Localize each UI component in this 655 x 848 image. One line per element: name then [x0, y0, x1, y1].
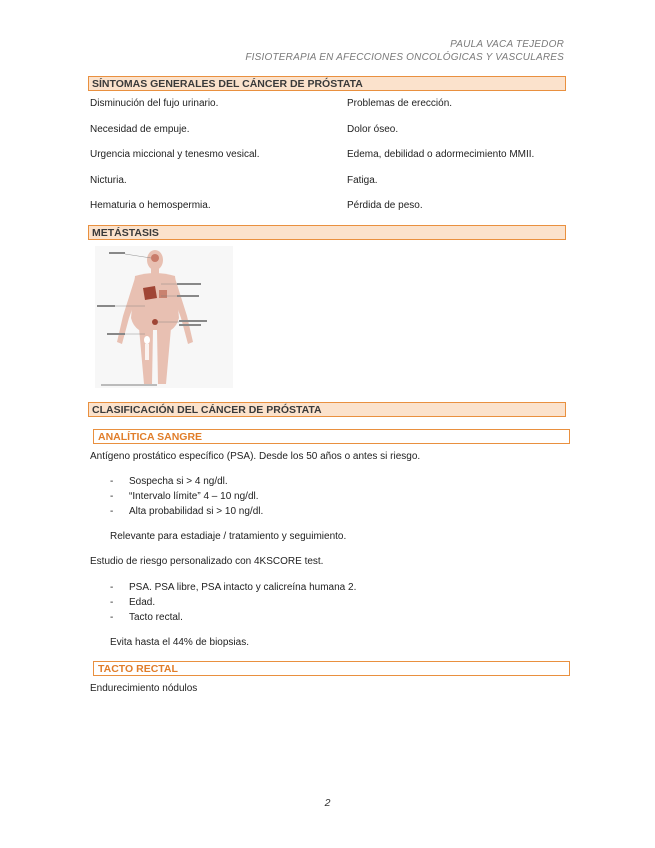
psa-note: Relevante para estadiaje / tratamiento y seguimiento. — [110, 531, 347, 542]
page-header — [245, 38, 564, 64]
classification-section-title: CLASIFICACIÓN DEL CÁNCER DE PRÓSTATA — [88, 402, 566, 417]
study-item-2: Edad. — [129, 597, 156, 608]
study-note: Evita hasta el 44% de biopsias. — [110, 637, 249, 648]
blood-analysis-subtitle: ANALÍTICA SANGRE — [93, 429, 570, 444]
symptom-left-2: Necesidad de empuje. — [90, 124, 190, 135]
symptom-left-4: Nicturia. — [90, 175, 127, 186]
metastasis-section-title: METÁSTASIS — [88, 225, 566, 240]
psa-item-3: Alta probabilidad si > 10 ng/dl. — [129, 506, 264, 517]
symptom-left-1: Disminución del fujo urinario. — [90, 98, 219, 109]
symptom-left-3: Urgencia miccional y tenesmo vesical. — [90, 149, 260, 160]
human-body-silhouette — [117, 250, 193, 384]
psa-item-2: “Intervalo límite” 4 – 10 ng/dl. — [129, 491, 259, 502]
page-number: 2 — [324, 797, 331, 809]
symptom-left-5: Hematuria o hemospermia. — [90, 200, 211, 211]
risk-study-text: Estudio de riesgo personalizado con 4KSCORE test. — [90, 556, 324, 567]
bullet-dash: - — [110, 491, 114, 502]
bullet-dash: - — [110, 582, 114, 593]
bullet-dash: - — [110, 597, 114, 608]
metastasis-body-illustration — [95, 246, 233, 388]
course-name: FISIOTERAPIA EN AFECCIONES ONCOLÓGICAS Y VASCULARES — [245, 52, 564, 63]
bullet-dash: - — [110, 506, 114, 517]
author-name: PAULA VACA TEJEDOR — [450, 39, 564, 50]
psa-item-1: Sospecha si > 4 ng/dl. — [129, 476, 228, 487]
psa-intro: Antígeno prostático específico (PSA). Desde los 50 años o antes si riesgo. — [90, 451, 421, 462]
symptom-right-1: Problemas de erección. — [347, 98, 453, 109]
symptom-right-3: Edema, debilidad o adormecimiento MMII. — [347, 149, 535, 160]
symptom-right-4: Fatiga. — [347, 175, 378, 186]
rectal-exam-text: Endurecimiento nódulos — [90, 683, 198, 694]
study-item-3: Tacto rectal. — [129, 612, 183, 623]
symptom-right-2: Dolor óseo. — [347, 124, 399, 135]
rectal-exam-subtitle: TACTO RECTAL — [93, 661, 570, 676]
bullet-dash: - — [110, 476, 114, 487]
symptoms-section-title: SÍNTOMAS GENERALES DEL CÁNCER DE PRÓSTATA — [88, 76, 566, 91]
study-item-1: PSA. PSA libre, PSA intacto y calicreína humana 2. — [129, 582, 357, 593]
bullet-dash: - — [110, 612, 114, 623]
symptom-right-5: Pérdida de peso. — [347, 200, 423, 211]
